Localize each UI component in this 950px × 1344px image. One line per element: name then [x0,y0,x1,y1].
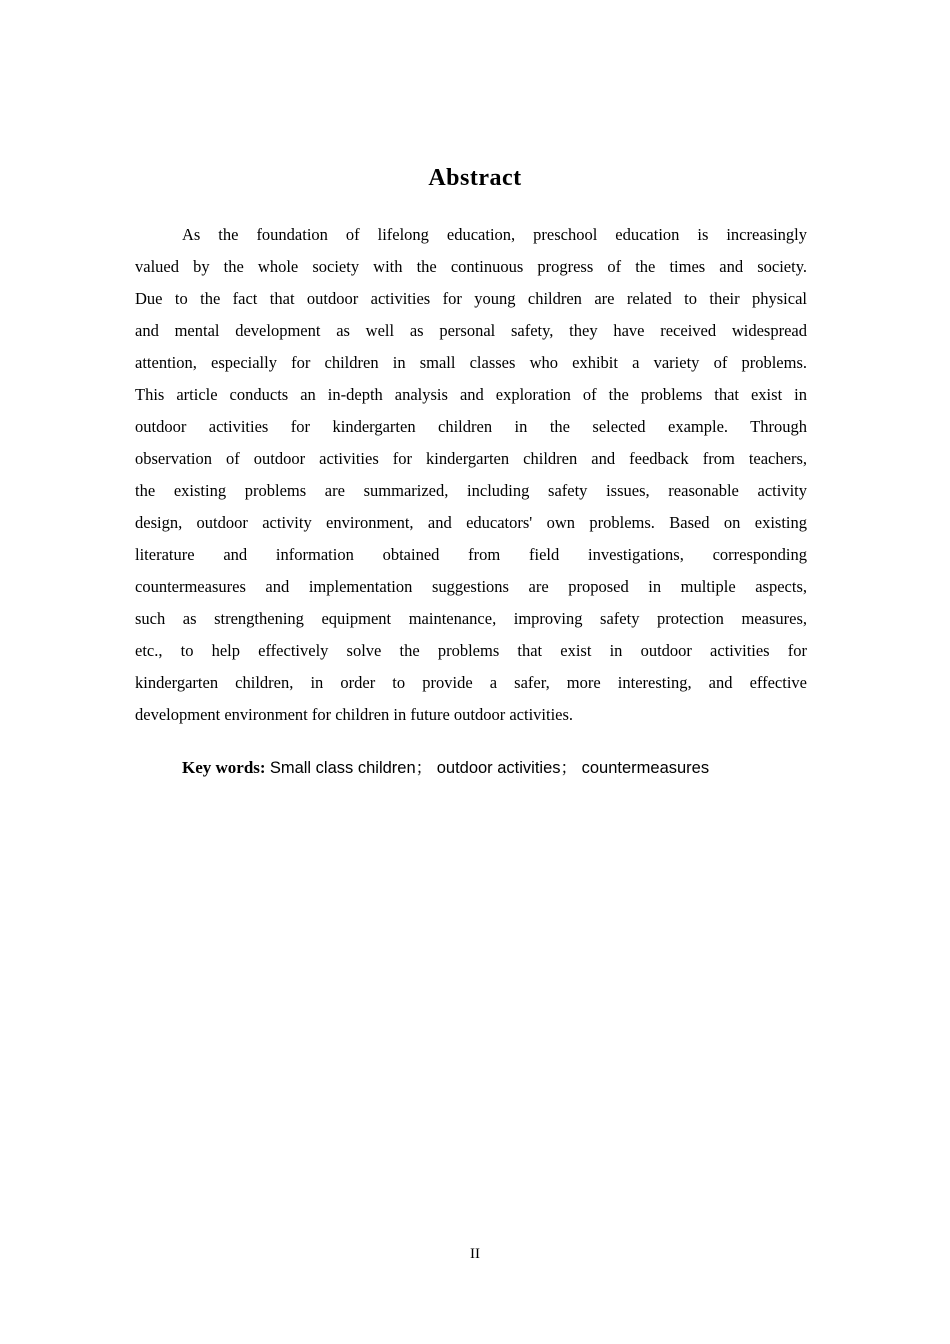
keywords-label: Key words: [182,758,266,777]
paragraph-line: Due to the fact that outdoor activities for young children are related to their physical [135,289,807,308]
paragraph-line: literature and information obtained from field investigations, corresponding [135,545,807,564]
paragraph-line: observation of outdoor activities for kindergarten children and feedback from teachers, [135,449,807,468]
paragraph-line: attention, especially for children in small classes who exhibit a variety of problems. [135,353,807,372]
paragraph-line: countermeasures and implementation suggestions are proposed in multiple aspects, [135,577,807,596]
page-number: II [470,1246,480,1262]
paragraph-line: etc., to help effectively solve the problems that exist in outdoor activities for [135,641,807,660]
paragraph-line: As the foundation of lifelong education, preschool education is increasingly [182,225,807,244]
page-title: Abstract [428,165,522,192]
paragraph-line: kindergarten children, in order to provide a safer, more interesting, and effective [135,673,807,692]
paragraph-line: outdoor activities for kindergarten children in the selected example. Through [135,417,807,436]
paragraph-line: the existing problems are summarized, including safety issues, reasonable activity [135,481,807,500]
paragraph-line: such as strengthening equipment maintenance, improving safety protection measures, [135,609,807,628]
paragraph-line: development environment for children in future outdoor activities. [135,705,574,724]
paragraph-line: This article conducts an in-depth analysis and exploration of the problems that exist in [135,385,807,404]
paragraph-line: valued by the whole society with the continuous progress of the times and society. [135,257,807,276]
keywords-value: Small class children； outdoor activities； countermeasures [269,759,710,777]
keywords-line [135,755,807,781]
abstract-paragraph [135,219,807,731]
paragraph-line: and mental development as well as personal safety, they have received widespread [135,321,807,340]
paragraph-line: design, outdoor activity environment, and educators' own problems. Based on existing [135,513,807,532]
